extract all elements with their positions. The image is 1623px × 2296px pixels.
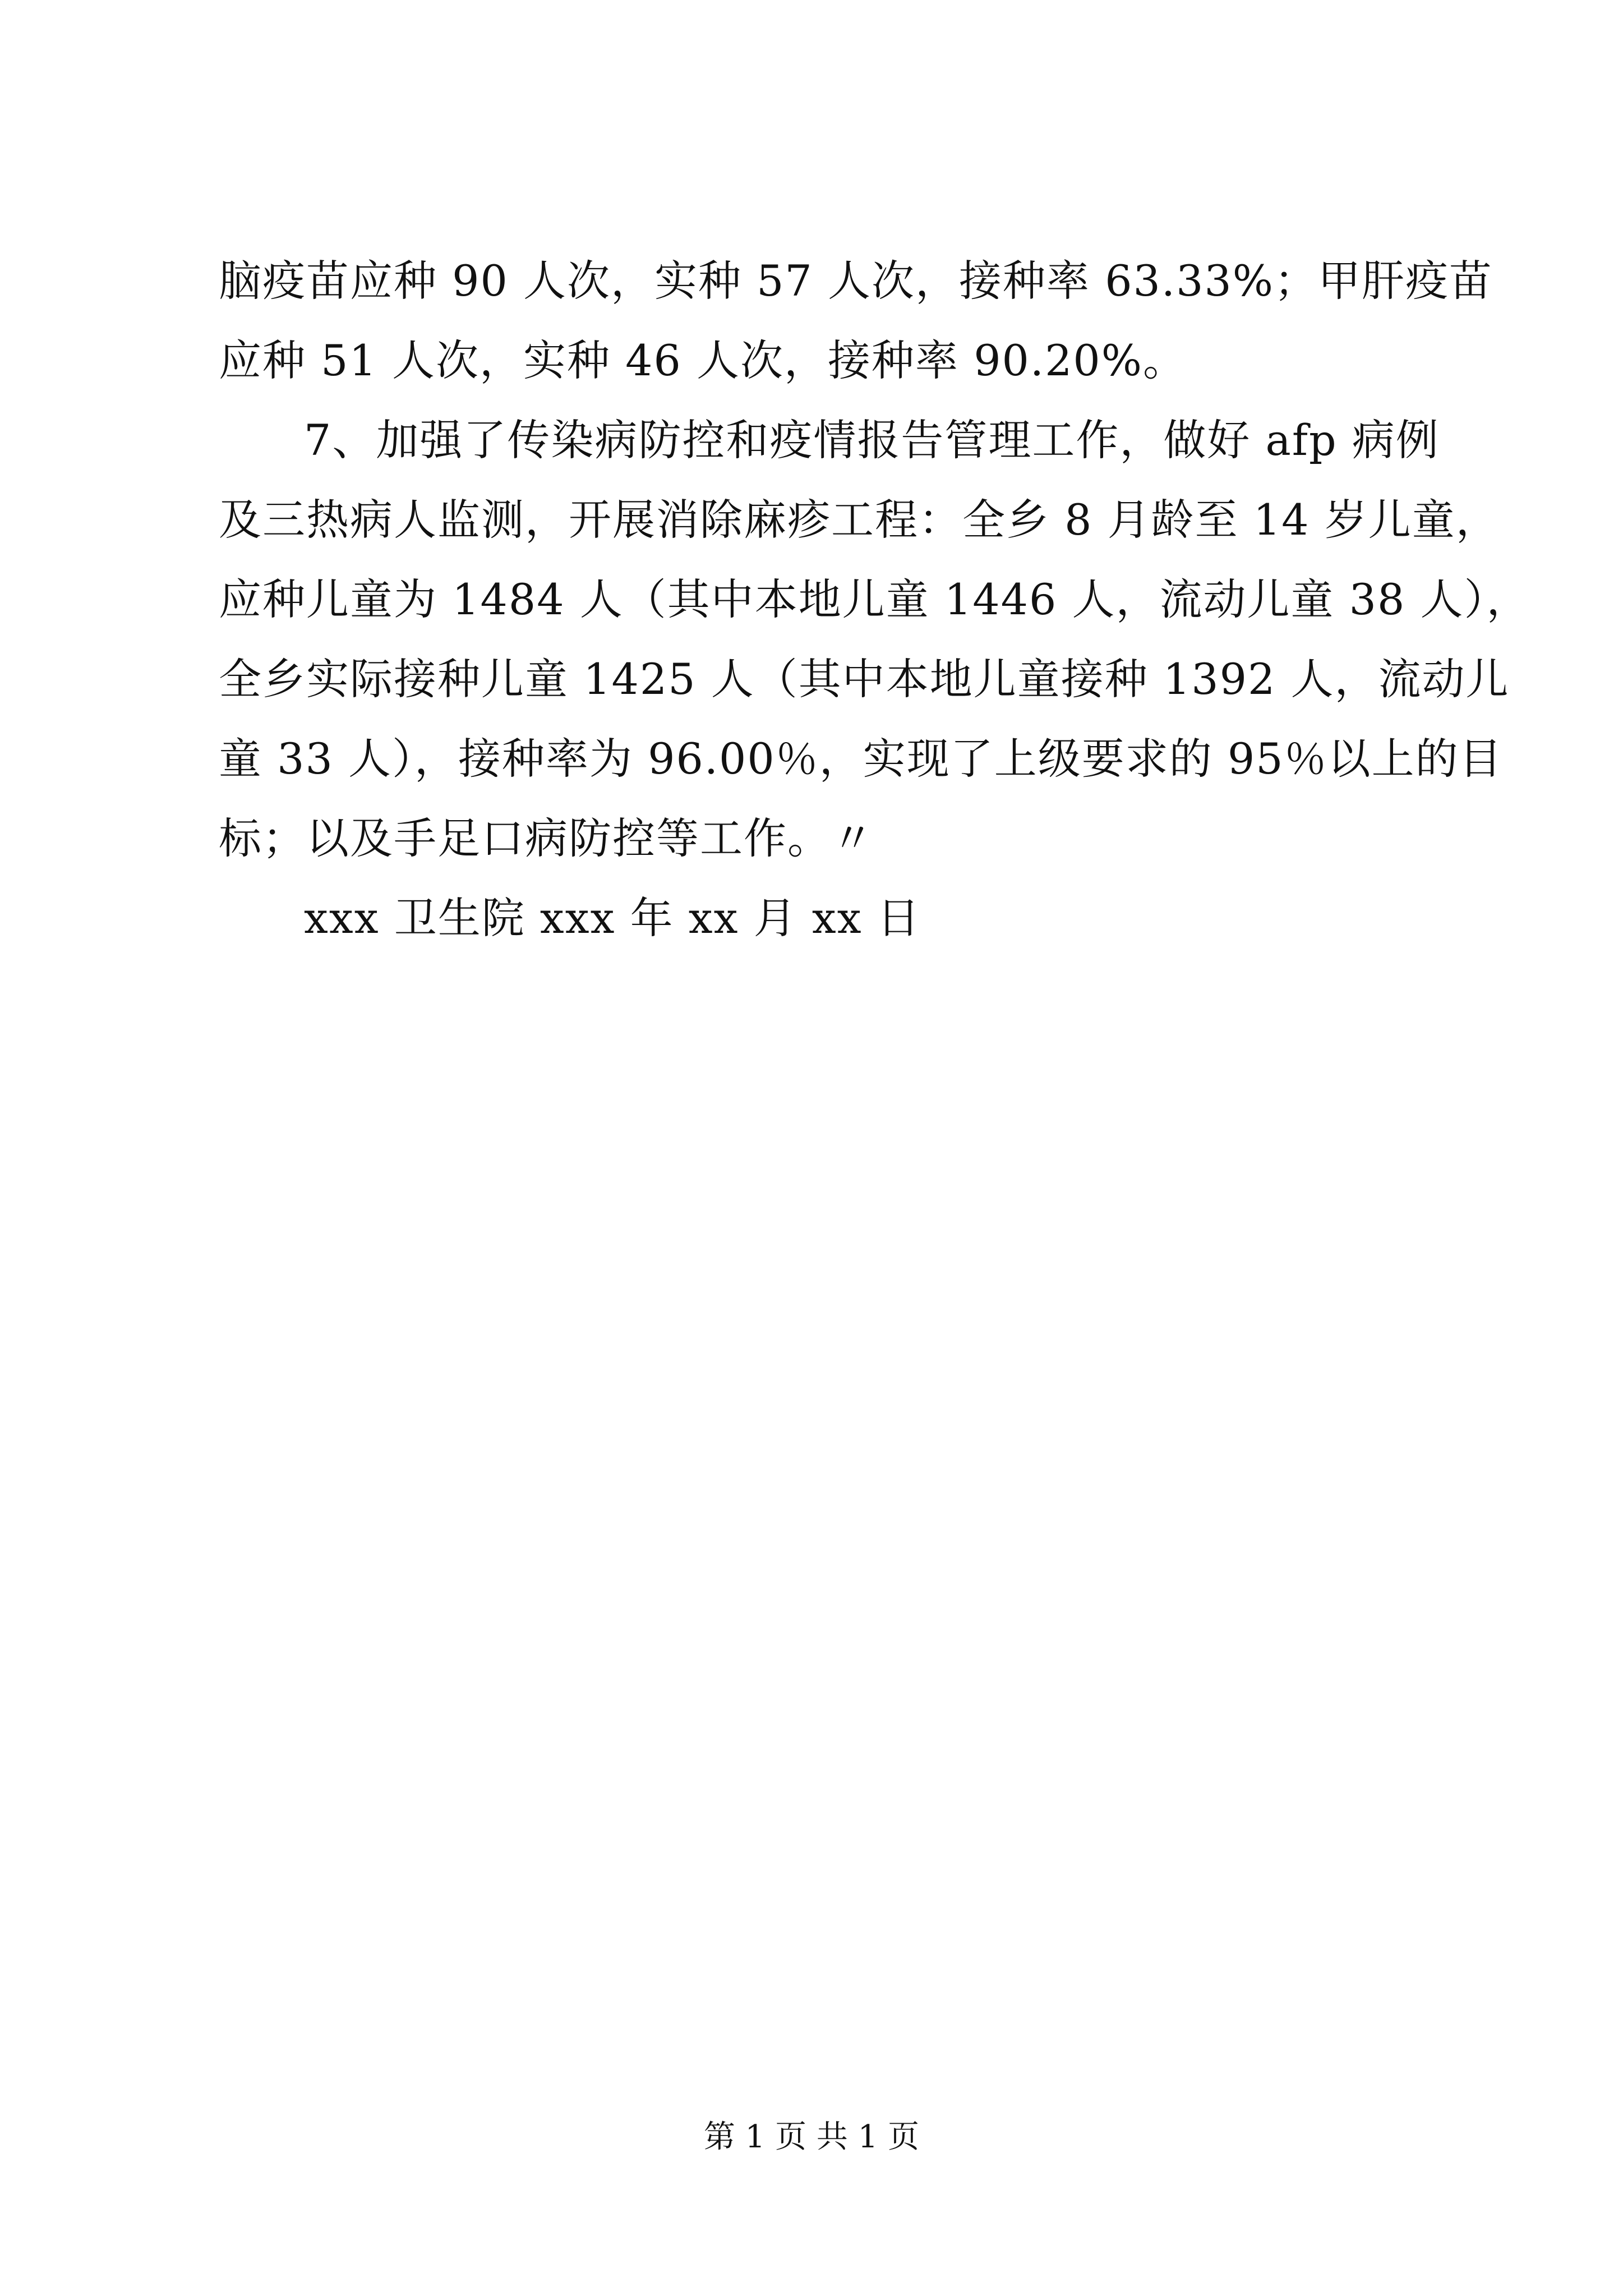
signature-line: xxx 卫生院 xxx 年 xx 月 xx 日 <box>304 893 921 943</box>
document-body <box>219 241 1530 958</box>
body-line-1: 脑疫苗应种 90 人次，实种 57 人次，接种率 63.33%；甲肝疫苗 <box>219 256 1493 306</box>
paragraph-7-line-1: 7、加强了传染病防控和疫情报告管理工作，做好 afp 病例 <box>304 415 1440 465</box>
paragraph-7-line-5: 童 33 人），接种率为 96.00％，实现了上级要求的 95％以上的目 <box>219 734 1503 784</box>
paragraph-7-line-6: 标；以及手足口病防控等工作。〃 <box>219 813 875 863</box>
body-line-2: 应种 51 人次，实种 46 人次，接种率 90.20%。 <box>219 335 1187 385</box>
paragraph-7-line-4: 全乡实际接种儿童 1425 人（其中本地儿童接种 1392 人，流动儿 <box>219 654 1510 704</box>
page-footer: 第 1 页 共 1 页 <box>703 2119 920 2155</box>
paragraph-7-line-2: 及三热病人监测，开展消除麻疹工程：全乡 8 月龄至 14 岁儿童， <box>219 495 1500 545</box>
paragraph-7-line-3: 应种儿童为 1484 人（其中本地儿童 1446 人，流动儿童 38 人）， <box>219 574 1530 624</box>
